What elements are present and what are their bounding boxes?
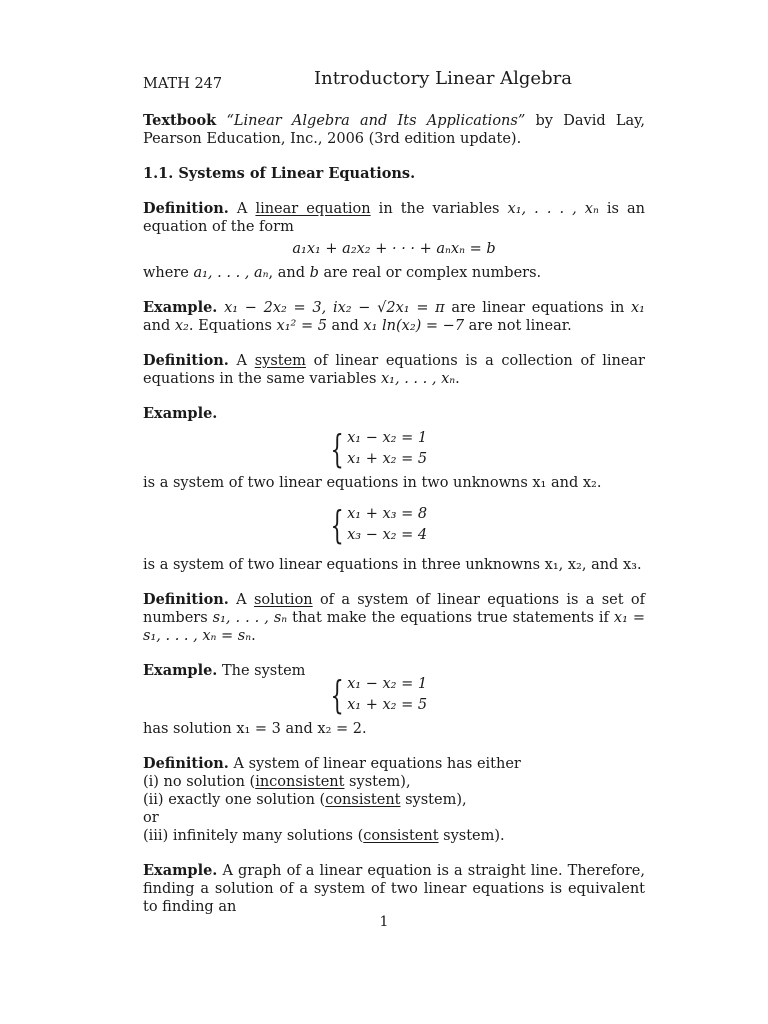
math-variables: s₁, . . . , sₙ [212, 610, 288, 626]
term-system: system [254, 353, 306, 369]
definition-text: system), [400, 792, 467, 808]
definition-label: Definition. [143, 200, 229, 217]
equation-system-1 [143, 428, 645, 470]
section-heading: 1.1. Systems of Linear Equations. [143, 165, 416, 182]
linear-equation-formula: a₁x₁ + a₂x₂ + · · · + aₙxₙ = b [292, 241, 496, 257]
definition-text: . [251, 628, 256, 644]
term-inconsistent: inconsistent [255, 774, 345, 790]
example-linear-equations [143, 299, 645, 335]
example-text: are not linear. [464, 318, 572, 334]
term-consistent: consistent [325, 792, 401, 808]
definition-text: system), [344, 774, 411, 790]
or-text: or [143, 810, 159, 826]
system-equation: x₃ − x₂ = 4 [347, 527, 428, 543]
definition-text: of linear equations is a collection of linear equations in the same variables [143, 353, 645, 387]
definition-text: (ii) exactly one solution ( [143, 792, 326, 808]
definition-label: Definition. [143, 755, 229, 772]
definition-text: (i) no solution ( [143, 774, 256, 790]
definition-linear-equation [143, 200, 645, 282]
math-coefficients: a₁, . . . , aₙ [193, 265, 269, 281]
definition-solution [143, 591, 645, 645]
definition-text: (iii) infinitely many solutions ( [143, 828, 364, 844]
definition-text: in the variables [370, 201, 508, 217]
list-item [143, 773, 645, 791]
system-equation: x₁ + x₃ = 8 [347, 506, 428, 522]
definition-text: A [228, 201, 256, 217]
math-expression: x₁ = s₁, . . . , xₙ = sₙ [143, 610, 646, 644]
system-equation: x₁ − x₂ = 1 [347, 676, 428, 692]
math-variables: x₁, . . . , xₙ [507, 201, 599, 217]
example-label: Example. [143, 862, 218, 879]
left-brace: { [330, 503, 344, 547]
left-brace: { [330, 427, 344, 471]
document-title: Introductory Linear Algebra [314, 68, 572, 89]
example-solution [143, 662, 645, 738]
left-brace: { [330, 673, 344, 717]
textbook-label: Textbook [143, 112, 217, 129]
definition-system [143, 352, 645, 388]
term-solution: solution [253, 592, 313, 608]
example-text: has solution x₁ = 3 and x₂ = 2. [143, 721, 367, 737]
definition-text: that make the equations true statements if [287, 610, 614, 626]
example-text: is a system of two linear equations in two unknowns x₁ and x₂. [143, 475, 602, 491]
definition-text: A system of linear equations has either [228, 756, 521, 772]
definition-text: is an equation of the form [143, 201, 645, 235]
example-label: Example. [143, 405, 218, 422]
equation-system-2 [143, 504, 645, 546]
example-text: The system [217, 663, 306, 679]
example-label: Example. [143, 662, 218, 679]
document-page [143, 70, 645, 916]
math-expression: x₁ ln(x₂) = −7 [363, 318, 465, 334]
example-systems [143, 405, 645, 574]
list-item [143, 827, 645, 845]
system-equation: x₁ + x₂ = 5 [347, 697, 428, 713]
term-linear-equation: linear equation [255, 201, 371, 217]
definition-text: are real or complex numbers. [318, 265, 542, 281]
equation-system-3 [143, 674, 645, 716]
definition-text: A [228, 353, 255, 369]
definition-text: . [455, 371, 460, 387]
definition-text: , and [268, 265, 310, 281]
definition-text: system). [438, 828, 505, 844]
example-label: Example. [143, 299, 218, 316]
math-expression: x₁ − 2x₂ = 3, ix₂ − √2x₁ = π [217, 300, 445, 316]
definition-label: Definition. [143, 591, 229, 608]
definition-text: A [228, 592, 254, 608]
textbook-title: “Linear Algebra and Its Applications” [226, 113, 526, 129]
example-text: is a system of two linear equations in three unknowns x₁, x₂, and x₃. [143, 557, 642, 573]
course-code: MATH 247 [143, 76, 223, 92]
math-variable: x₂ [174, 318, 189, 334]
definition-text: of a system of linear equations is a set of numbers [143, 592, 645, 626]
math-variables: x₁, . . . , xₙ [381, 371, 456, 387]
math-variable: x₁ [631, 300, 645, 316]
definition-label: Definition. [143, 352, 229, 369]
definition-consistency [143, 755, 645, 845]
page-number: 1 [379, 914, 389, 930]
math-expression: x₁² = 5 [276, 318, 327, 334]
textbook-details: by David Lay, Pearson Education, Inc., 2006 (3rd edition update). [143, 113, 646, 147]
document-header [143, 70, 645, 96]
example-graph [143, 862, 645, 916]
term-consistent: consistent [363, 828, 439, 844]
example-text: are linear equations in [444, 300, 631, 316]
system-equation: x₁ + x₂ = 5 [347, 451, 428, 467]
math-constant: b [309, 265, 319, 281]
example-text: A graph of a linear equation is a straight line. Therefore, finding a solution of a system of two linear equations is equivalent to finding an [143, 863, 645, 915]
definition-text: where [143, 265, 194, 281]
system-equation: x₁ − x₂ = 1 [347, 430, 428, 446]
example-text: and [326, 318, 364, 334]
example-text: . Equations [188, 318, 277, 334]
list-item [143, 791, 645, 809]
textbook-paragraph [143, 112, 645, 148]
example-text: and [143, 318, 175, 334]
